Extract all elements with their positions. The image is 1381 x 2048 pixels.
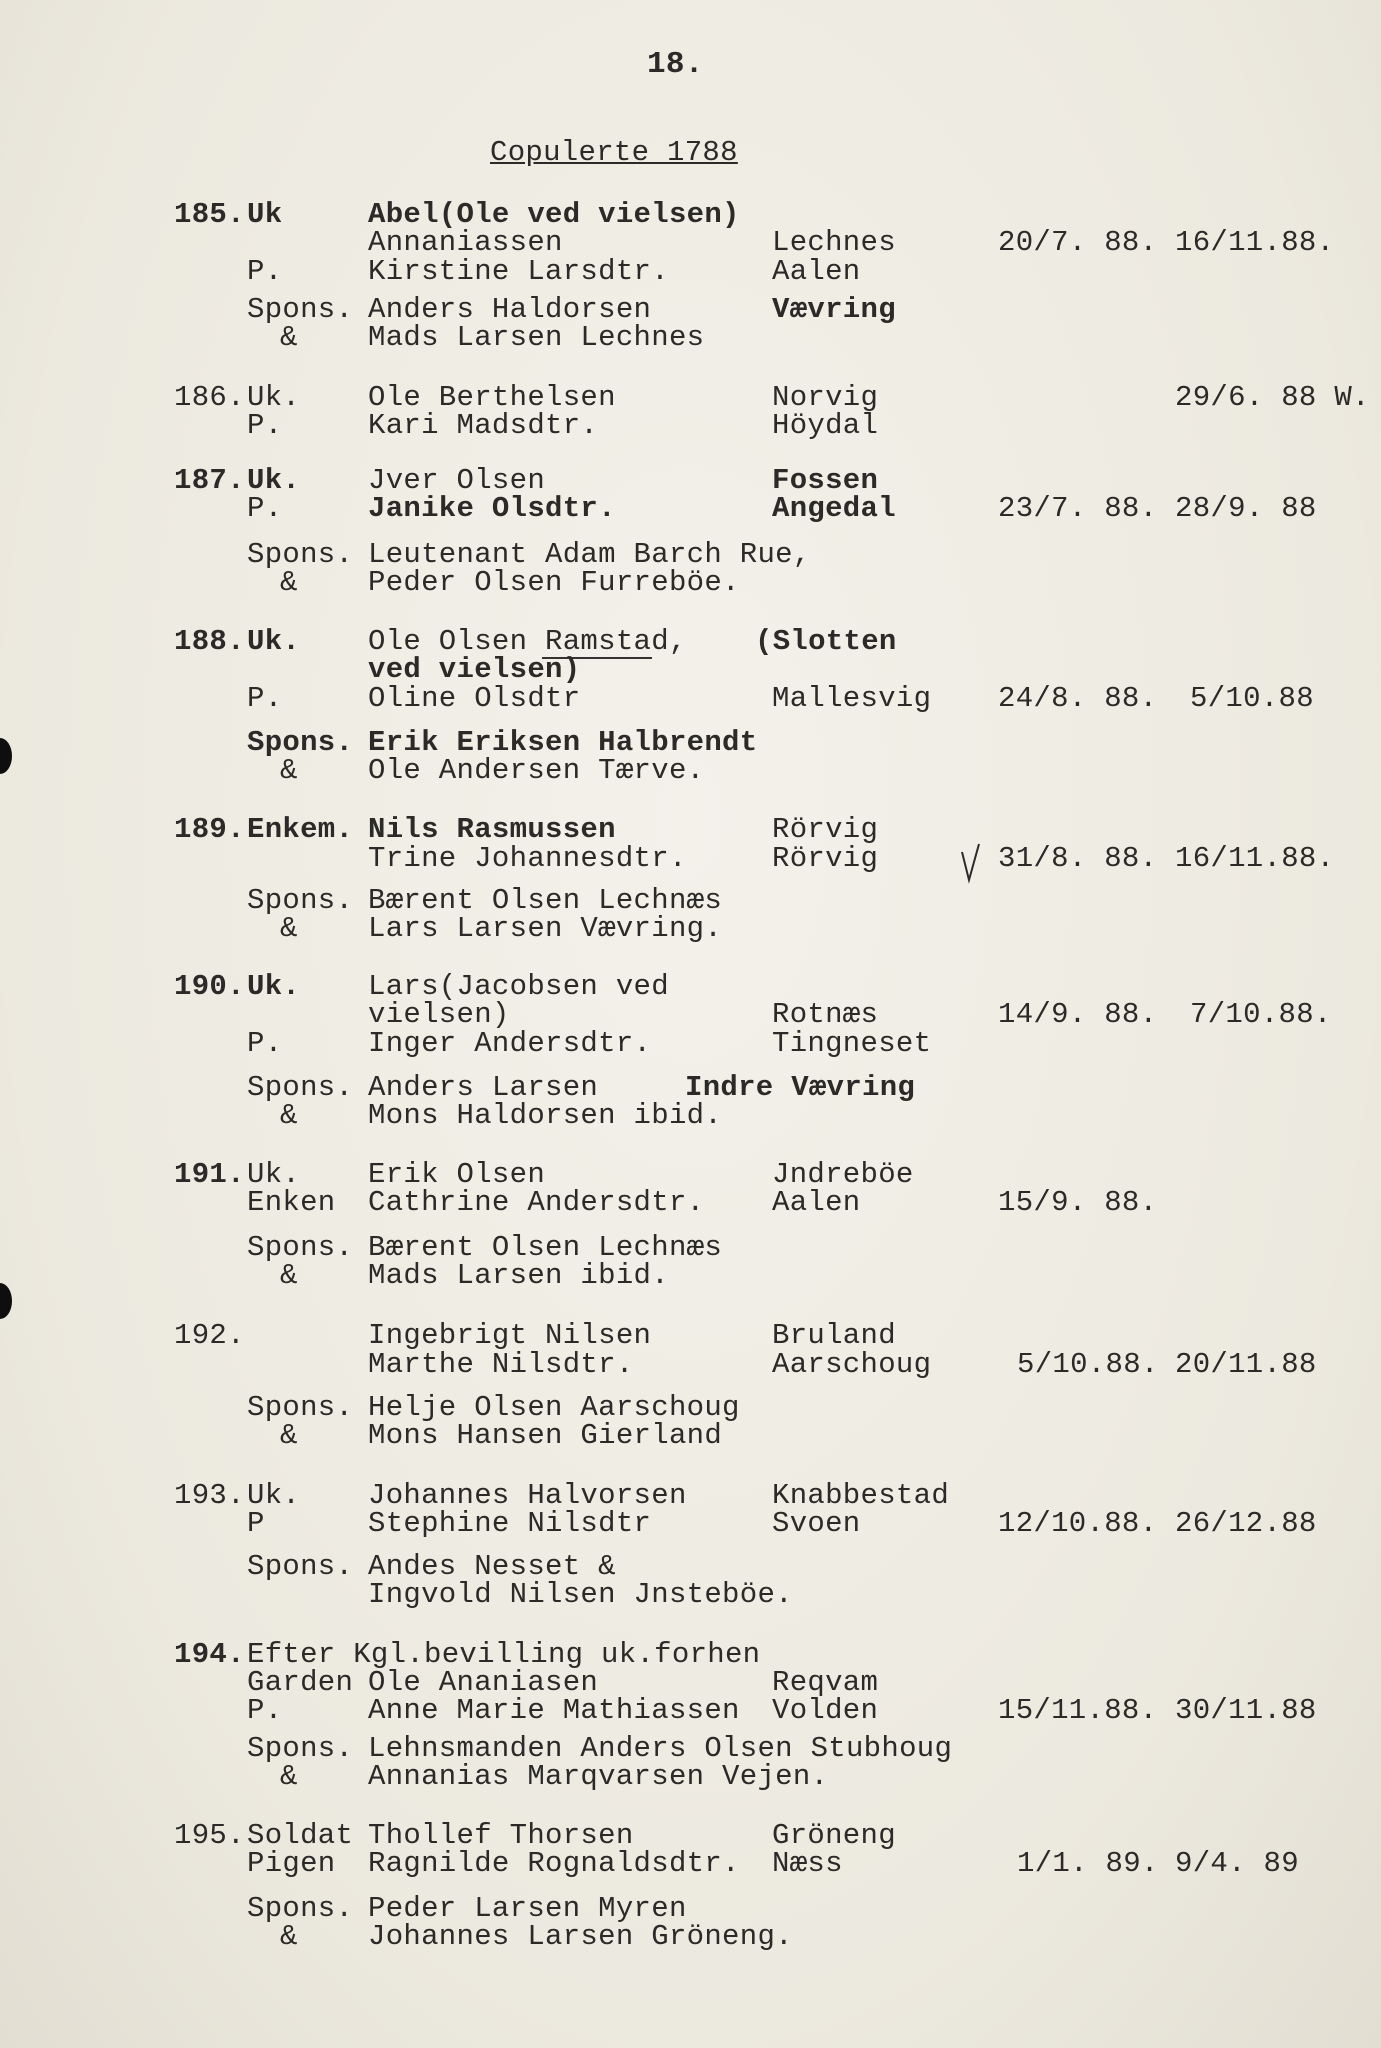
bride-place: Mallesvig	[772, 682, 932, 715]
sponsors-label: Spons.	[247, 1391, 354, 1424]
bride-place: Aalen	[772, 1186, 861, 1219]
ampersand: &	[280, 754, 298, 787]
page-title: Copulerte 1788	[490, 136, 738, 169]
entry-number: 192.	[174, 1319, 245, 1352]
date-married: 26/12.88	[1175, 1507, 1317, 1540]
date-banns: 31/8. 88.	[998, 842, 1158, 875]
date-married: 29/6. 88 W.	[1175, 381, 1370, 414]
bride-role: P.	[247, 1027, 283, 1060]
punch-hole	[0, 1283, 12, 1319]
entry-status: Enkem.	[247, 813, 354, 846]
groom-name: Thollef Thorsen	[368, 1819, 634, 1852]
sponsor-2: Mads Larsen Lechnes	[368, 321, 705, 354]
bride-name: Trine Johannesdtr.	[368, 842, 687, 875]
bride-role: P.	[247, 492, 283, 525]
bride-name: Marthe Nilsdtr.	[368, 1348, 634, 1381]
bride-role: Enken	[247, 1186, 336, 1219]
date-banns: 15/9. 88.	[998, 1186, 1158, 1219]
sponsor-1-place: Indre Vævring	[685, 1071, 916, 1104]
bride-name: Kari Madsdtr.	[368, 409, 599, 442]
entry-number: 194.	[174, 1638, 245, 1671]
groom-place: Reqvam	[772, 1666, 879, 1699]
bride-place: Aarschoug	[772, 1348, 932, 1381]
sponsors-label: Spons.	[247, 884, 354, 917]
date-married: 9/4. 89	[1175, 1847, 1299, 1880]
sponsors-label: Spons.	[247, 1732, 354, 1765]
entry-number: 190.	[174, 970, 245, 1003]
ampersand: &	[280, 1920, 298, 1953]
entry-status: Uk.	[247, 1158, 301, 1191]
date-banns: 12/10.88.	[998, 1507, 1158, 1540]
groom-place: Fossen	[772, 464, 879, 497]
bride-place: Svoen	[772, 1507, 861, 1540]
sponsor-1: Bærent Olsen Lechnæs	[368, 884, 723, 917]
groom-role: Garden	[247, 1666, 354, 1699]
sponsor-2: Johannes Larsen Gröneng.	[368, 1920, 793, 1953]
sponsors-label: Spons.	[247, 1231, 354, 1264]
sponsors-label: Spons.	[247, 293, 354, 326]
sponsor-2: Ole Andersen Tærve.	[368, 754, 705, 787]
bride-place: Volden	[772, 1694, 879, 1727]
groom-place: Rörvig	[772, 813, 879, 846]
bride-role: P.	[247, 409, 283, 442]
bride-name: Janike Olsdtr.	[368, 492, 616, 525]
sponsor-2: Mads Larsen ibid.	[368, 1259, 669, 1292]
groom-name: Nils Rasmussen	[368, 813, 616, 846]
sponsor-2: Ingvold Nilsen Jnsteböe.	[368, 1578, 793, 1611]
bride-name: Ragnilde Rognaldsdtr.	[368, 1847, 740, 1880]
date-banns: 14/9. 88.	[998, 998, 1158, 1031]
sponsor-1: Leutenant Adam Barch Rue,	[368, 538, 811, 571]
entry-number: 186.	[174, 381, 245, 414]
sponsors-label: Spons.	[247, 1071, 354, 1104]
sponsors-label: Spons.	[247, 1550, 354, 1583]
bride-role: P	[247, 1507, 265, 1540]
date-banns: 15/11.88.	[998, 1694, 1158, 1727]
ampersand: &	[280, 1419, 298, 1452]
bride-place: Tingneset	[772, 1027, 932, 1060]
bride-name: Cathrine Andersdtr.	[368, 1186, 705, 1219]
sponsor-2: Mons Hansen Gierland	[368, 1419, 723, 1452]
bride-place: Næss	[772, 1847, 843, 1880]
date-married: 20/11.88	[1175, 1348, 1317, 1381]
entry-status: Uk.	[247, 1479, 301, 1512]
date-married: 7/10.88.	[1190, 998, 1332, 1031]
bride-role: P.	[247, 255, 283, 288]
bride-name: Inger Andersdtr.	[368, 1027, 652, 1060]
entry-number: 187.	[174, 464, 245, 497]
bride-name: Stephine Nilsdtr	[368, 1507, 652, 1540]
sponsor-1: Andes Nesset &	[368, 1550, 616, 1583]
bride-name: Anne Marie Mathiassen	[368, 1694, 740, 1727]
sponsors-label: Spons.	[247, 1892, 354, 1925]
ampersand: &	[280, 1099, 298, 1132]
sponsor-1: Anders Larsen	[368, 1071, 599, 1104]
groom-place: Gröneng	[772, 1819, 896, 1852]
groom-name-cont: ved vielsen)	[368, 653, 581, 686]
sponsor-1: Peder Larsen Myren	[368, 1892, 687, 1925]
entry-number: 193.	[174, 1479, 245, 1512]
bride-place: Höydal	[772, 409, 879, 442]
entry-status: Uk.	[247, 381, 301, 414]
entry-number: 191.	[174, 1158, 245, 1191]
sponsors-label: Spons.	[247, 538, 354, 571]
entry-number: 195.	[174, 1819, 245, 1852]
bride-place: Angedal	[772, 492, 896, 525]
bride-role: P.	[247, 682, 283, 715]
date-married: 16/11.88.	[1175, 226, 1335, 259]
groom-place: (Slotten	[755, 625, 897, 658]
ampersand: &	[280, 1259, 298, 1292]
entry-status: Soldat	[247, 1819, 354, 1852]
bride-name: Kirstine Larsdtr.	[368, 255, 669, 288]
ampersand: &	[280, 321, 298, 354]
sponsor-2: Annanias Marqvarsen Vejen.	[368, 1760, 829, 1793]
groom-name: Ingebrigt Nilsen	[368, 1319, 652, 1352]
groom-name-cont: vielsen)	[368, 998, 510, 1031]
bride-name: Oline Olsdtr	[368, 682, 581, 715]
date-married: 16/11.88.	[1175, 842, 1335, 875]
ampersand: &	[280, 566, 298, 599]
date-banns: 20/7. 88.	[998, 226, 1158, 259]
sponsor-1: Helje Olsen Aarschoug	[368, 1391, 740, 1424]
groom-name: Ole Ananiasen	[368, 1666, 599, 1699]
bride-place: Rörvig	[772, 842, 879, 875]
check-mark-icon	[960, 842, 982, 884]
groom-place: Bruland	[772, 1319, 896, 1352]
sponsor-1: Erik Eriksen Halbrendt	[368, 726, 758, 759]
sponsor-1: Lehnsmanden Anders Olsen Stubhoug	[368, 1732, 953, 1765]
date-banns: 1/1. 89.	[1017, 1847, 1159, 1880]
groom-place: Knabbestad	[772, 1479, 950, 1512]
groom-name: Abel(Ole ved vielsen)	[368, 198, 740, 231]
groom-place: Jndreböe	[772, 1158, 914, 1191]
ampersand: &	[280, 1760, 298, 1793]
sponsors-label: Spons.	[247, 726, 354, 759]
entry-number: 189.	[174, 813, 245, 846]
groom-name: Johannes Halvorsen	[368, 1479, 687, 1512]
entry-status: Efter Kgl.bevilling uk.forhen	[247, 1638, 761, 1671]
groom-name-cont: Annaniassen	[368, 226, 563, 259]
entry-number: 188.	[174, 625, 245, 658]
entry-number: 185.	[174, 198, 245, 231]
sponsor-1-place: Vævring	[772, 293, 896, 326]
groom-place: Lechnes	[772, 226, 896, 259]
sponsor-2: Lars Larsen Vævring.	[368, 912, 723, 945]
groom-name: Lars(Jacobsen ved	[368, 970, 669, 1003]
date-banns: 24/8. 88.	[998, 682, 1158, 715]
date-banns: 5/10.88.	[1017, 1348, 1159, 1381]
sponsor-1: Anders Haldorsen	[368, 293, 652, 326]
ampersand: &	[280, 912, 298, 945]
bride-role: P.	[247, 1694, 283, 1727]
groom-name: Erik Olsen	[368, 1158, 546, 1191]
sponsor-2: Peder Olsen Furreböe.	[368, 566, 740, 599]
punch-hole	[0, 738, 12, 774]
entry-status: Uk.	[247, 970, 301, 1003]
bride-role: Pigen	[247, 1847, 336, 1880]
groom-place: Norvig	[772, 381, 879, 414]
entry-status: Uk.	[247, 625, 301, 658]
date-married: 28/9. 88	[1175, 492, 1317, 525]
date-banns: 23/7. 88.	[998, 492, 1158, 525]
sponsor-2: Mons Haldorsen ibid.	[368, 1099, 723, 1132]
date-married: 30/11.88	[1175, 1694, 1317, 1727]
groom-place: Rotnæs	[772, 998, 879, 1031]
bride-place: Aalen	[772, 255, 861, 288]
date-married: 5/10.88	[1190, 682, 1314, 715]
groom-name: Ole Berthelsen	[368, 381, 616, 414]
sponsor-1: Bærent Olsen Lechnæs	[368, 1231, 723, 1264]
entry-status: Uk.	[247, 464, 301, 497]
entry-status: Uk	[247, 198, 283, 231]
groom-name: Ole Olsen Ramstad,	[368, 625, 687, 658]
groom-name: Jver Olsen	[368, 464, 546, 497]
page-number: 18.	[647, 47, 704, 82]
